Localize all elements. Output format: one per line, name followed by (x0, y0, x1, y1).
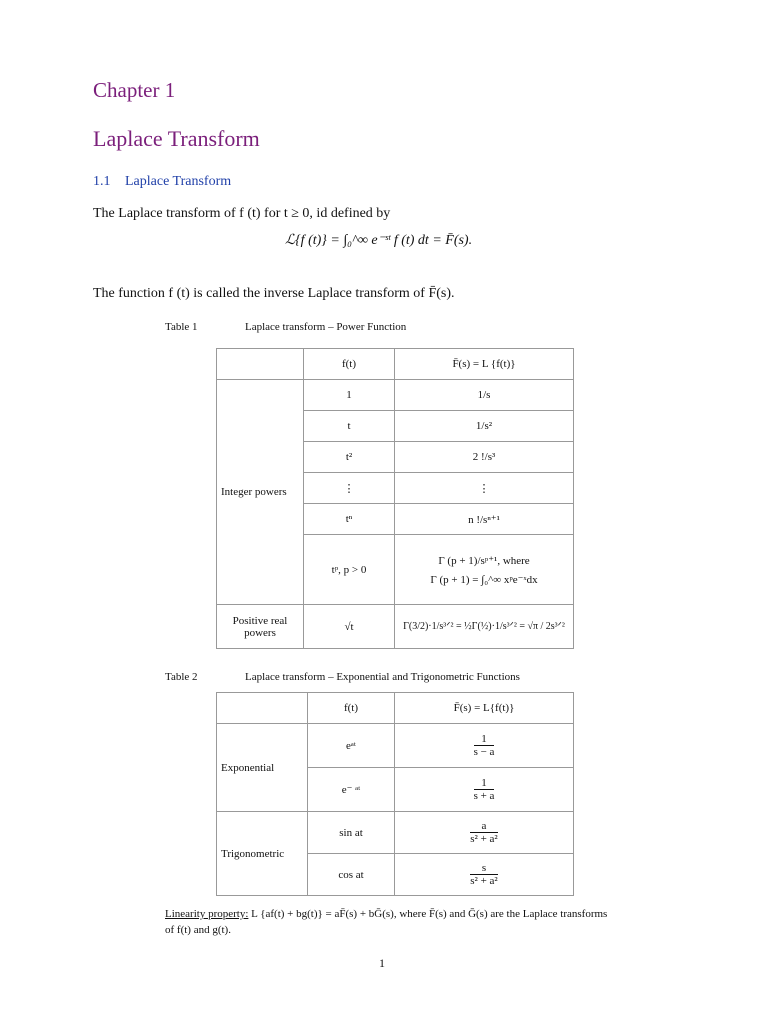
chapter-heading: Chapter 1 (93, 78, 176, 102)
page-title: Laplace Transform (93, 126, 260, 151)
table1-corner (217, 349, 304, 380)
table-cell: t (304, 411, 395, 442)
table-cell: 1 (304, 380, 395, 411)
gamma-line-1: Γ (p + 1)/sᵖ⁺¹, where (438, 554, 530, 567)
table1-group-real: Positive real powers (217, 605, 304, 649)
table-cell: Γ(3/2)·1/s³ᐟ² = ½Γ(½)·1/s³ᐟ² = √π / 2s³ᐟ² (395, 605, 574, 649)
table2-corner (217, 693, 308, 724)
table2-group-trig: Trigonometric (217, 812, 308, 896)
table1 (216, 348, 574, 649)
table-cell (395, 812, 574, 854)
table-cell: cos at (308, 854, 395, 896)
table1-header-ft: f(t) (304, 349, 395, 380)
fraction: $\frac{1}{s + a}$ (473, 777, 495, 802)
table-cell: tⁿ (304, 504, 395, 535)
table1-group-integer: Integer powers (217, 380, 304, 605)
inverse-paragraph: The function f (t) is called the inverse Laplace transform of F̄(s). (93, 286, 455, 301)
table2-header-Fs: F̄(s) = L{f(t)} (395, 693, 574, 724)
table-cell (395, 768, 574, 812)
table1-caption: Laplace transform – Power Function (245, 321, 407, 333)
table-cell: ⋮ (395, 473, 574, 504)
table2 (216, 692, 574, 896)
table2-group-exponential: Exponential (217, 724, 308, 812)
table-cell: 2 !/s³ (395, 442, 574, 473)
table-cell: ⋮ (304, 473, 395, 504)
linearity-text: L {af(t) + bg(t)} = aF̄(s) + bḠ(s), where F̄(s) and Ḡ(s) are the Laplace transforms of f(t) and g(t). (165, 908, 608, 936)
table1-label: Table 1 (165, 321, 198, 333)
table-cell: 1/s (395, 380, 574, 411)
table-cell (395, 854, 574, 896)
table-cell: e⁻ ᵃᵗ (308, 768, 395, 812)
table-cell: tᵖ, p > 0 (304, 535, 395, 605)
table2-header-ft: f(t) (308, 693, 395, 724)
table-cell (395, 724, 574, 768)
table-cell: t² (304, 442, 395, 473)
table2-label: Table 2 (165, 671, 198, 683)
gamma-line-2: Γ (p + 1) = ∫₀^∞ xᵖe⁻ˣdx (430, 573, 538, 586)
intro-paragraph: The Laplace transform of f (t) for t ≥ 0, id defined by (93, 206, 391, 221)
table-cell (395, 535, 574, 605)
linearity-note (165, 906, 615, 938)
table-cell: sin at (308, 812, 395, 854)
section-title: Laplace Transform (125, 174, 232, 189)
section-number: 1.1 (93, 174, 111, 189)
table-cell: √t (304, 605, 395, 649)
page-number: 1 (379, 956, 385, 970)
fraction: $\frac{s}{\text{s² + a²}}$ (470, 862, 498, 887)
table2-caption: Laplace transform – Exponential and Trigonometric Functions (245, 671, 520, 683)
table1-header-Fs: F̄(s) = L {f(t)} (395, 349, 574, 380)
fraction: $\frac{a}{\text{s² + a²}}$ (470, 820, 498, 845)
linearity-label: Linearity property: (165, 908, 249, 920)
table-cell: n !/sⁿ⁺¹ (395, 504, 574, 535)
table-cell: eᵃᵗ (308, 724, 395, 768)
table-cell: 1/s² (395, 411, 574, 442)
section-heading (93, 174, 231, 190)
fraction: $\frac{1}{s - a}$ (473, 733, 495, 758)
laplace-equation: ℒ{f (t)} = ∫₀^∞ e⁻ˢᵗ f (t) dt = F̄(s). (285, 233, 473, 248)
